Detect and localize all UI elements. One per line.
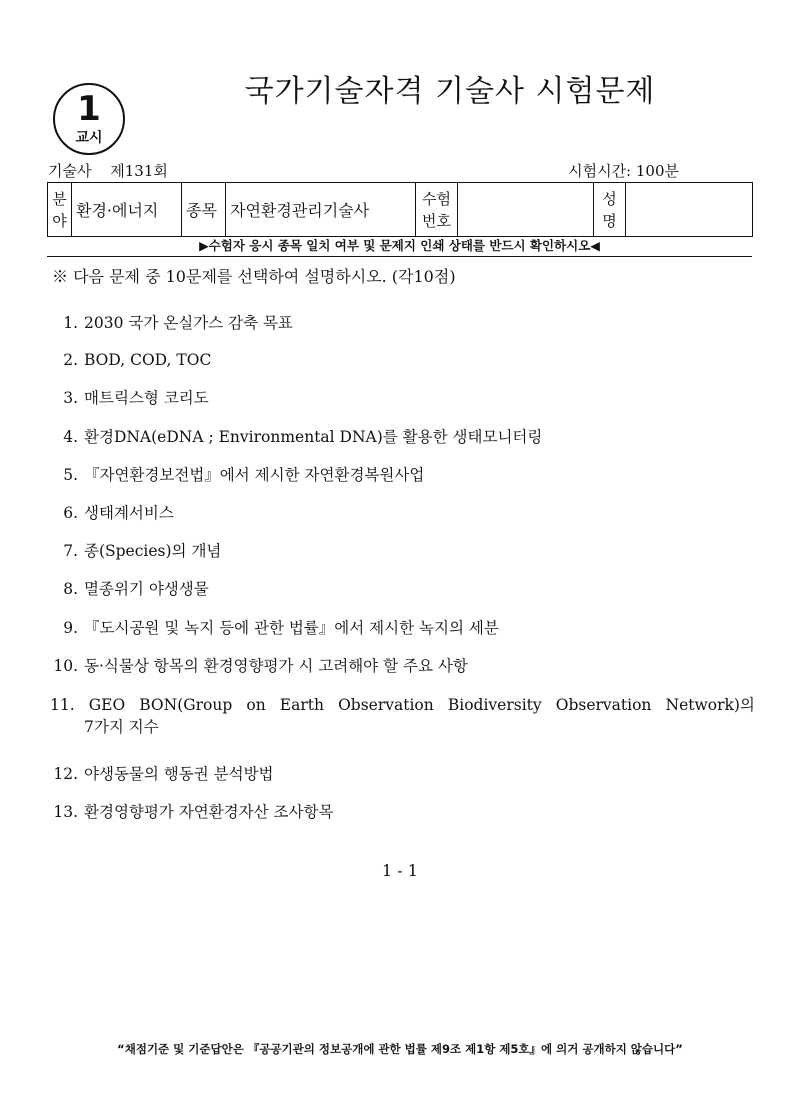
question-item bbox=[50, 578, 755, 600]
field-value: 환경·에너지 bbox=[72, 183, 182, 237]
question-word: 11. bbox=[50, 696, 75, 714]
question-text: 매트릭스형 코리도 bbox=[84, 389, 209, 407]
question-text: 종(Species)의 개념 bbox=[84, 542, 222, 560]
question-number: 5. bbox=[63, 466, 78, 484]
question-item bbox=[50, 763, 755, 785]
question-text-line bbox=[50, 694, 755, 716]
question-item bbox=[50, 387, 755, 409]
question-word: BON(Group bbox=[139, 696, 233, 714]
question-text: 야생동물의 행동권 분석방법 bbox=[84, 765, 274, 783]
question-word: on bbox=[246, 696, 266, 714]
question-item bbox=[50, 617, 755, 639]
question-word: Observation bbox=[555, 696, 652, 714]
exam-number-field bbox=[458, 183, 594, 237]
question-number: 10. bbox=[53, 657, 78, 675]
page-number: 1 - 1 bbox=[382, 861, 418, 880]
question-item bbox=[50, 655, 755, 677]
question-number: 9. bbox=[63, 619, 78, 637]
question-text: 멸종위기 야생생물 bbox=[84, 580, 209, 598]
question-item bbox=[50, 694, 755, 738]
session-label: 교시 bbox=[75, 130, 103, 146]
question-text: 환경영향평가 자연환경자산 조사항목 bbox=[84, 803, 334, 821]
question-text: 동·식물상 항목의 환경영향평가 시 고려해야 할 주요 사항 bbox=[84, 657, 468, 675]
question-word: Biodiversity bbox=[447, 696, 542, 714]
question-number: 3. bbox=[63, 389, 78, 407]
question-number: 13. bbox=[53, 803, 78, 821]
question-text-continuation: 7가지 지수 bbox=[84, 718, 159, 736]
question-item bbox=[50, 426, 755, 448]
question-text: BOD, COD, TOC bbox=[84, 351, 212, 369]
field-label: 분야 bbox=[48, 183, 72, 237]
question-number: 4. bbox=[63, 428, 78, 446]
question-item bbox=[50, 540, 755, 562]
question-number: 6. bbox=[63, 504, 78, 522]
question-item bbox=[50, 502, 755, 524]
item-label: 종목 bbox=[182, 183, 226, 237]
question-text: 환경DNA(eDNA ; Environmental DNA)를 활용한 생태모니터링 bbox=[84, 428, 543, 446]
exam-info-table bbox=[47, 182, 753, 237]
question-number: 1. bbox=[63, 314, 78, 332]
session-number: 1 bbox=[77, 89, 101, 129]
question-word: Observation bbox=[338, 696, 434, 714]
name-label: 성명 bbox=[594, 183, 626, 237]
question-text: 2030 국가 온실가스 감축 목표 bbox=[84, 314, 293, 332]
exam-round: 제131회 bbox=[110, 162, 168, 180]
question-word: Earth bbox=[279, 696, 324, 714]
question-number: 12. bbox=[53, 765, 78, 783]
instruction: ※ 다음 문제 중 10문제를 선택하여 설명하시오. (각10점) bbox=[52, 267, 456, 286]
exam-title: 국가기술자격 기술사 시험문제 bbox=[244, 74, 656, 109]
question-item bbox=[50, 801, 755, 823]
question-item bbox=[50, 464, 755, 486]
question-word: GEO bbox=[88, 696, 126, 714]
exam-meta-left bbox=[48, 161, 168, 181]
question-item bbox=[50, 312, 755, 334]
question-number: 7. bbox=[63, 542, 78, 560]
notice-bar: ▶수험자 응시 종목 일치 여부 및 문제지 인쇄 상태를 반드시 확인하시오◀ bbox=[47, 237, 752, 257]
question-text: 『도시공원 및 녹지 등에 관한 법률』에서 제시한 녹지의 세분 bbox=[84, 619, 499, 637]
footer-disclaimer: “채점기준 및 기준답안은 『공공기관의 정보공개에 관한 법률 제9조 제1항 제5호』에 의거 공개하지 않습니다” bbox=[117, 1042, 683, 1056]
exam-number-label: 수험번호 bbox=[416, 183, 458, 237]
question-text: 생태계서비스 bbox=[84, 504, 174, 522]
session-badge bbox=[53, 83, 125, 155]
question-item bbox=[50, 349, 755, 371]
question-number: 8. bbox=[63, 580, 78, 598]
question-number: 2. bbox=[63, 351, 78, 369]
name-field bbox=[626, 183, 753, 237]
exam-category: 기술사 bbox=[48, 162, 92, 180]
exam-time: 시험시간: 100분 bbox=[568, 162, 679, 180]
question-text: 『자연환경보전법』에서 제시한 자연환경복원사업 bbox=[84, 466, 425, 484]
item-value: 자연환경관리기술사 bbox=[226, 183, 416, 237]
question-word: Network)의 bbox=[665, 696, 755, 714]
